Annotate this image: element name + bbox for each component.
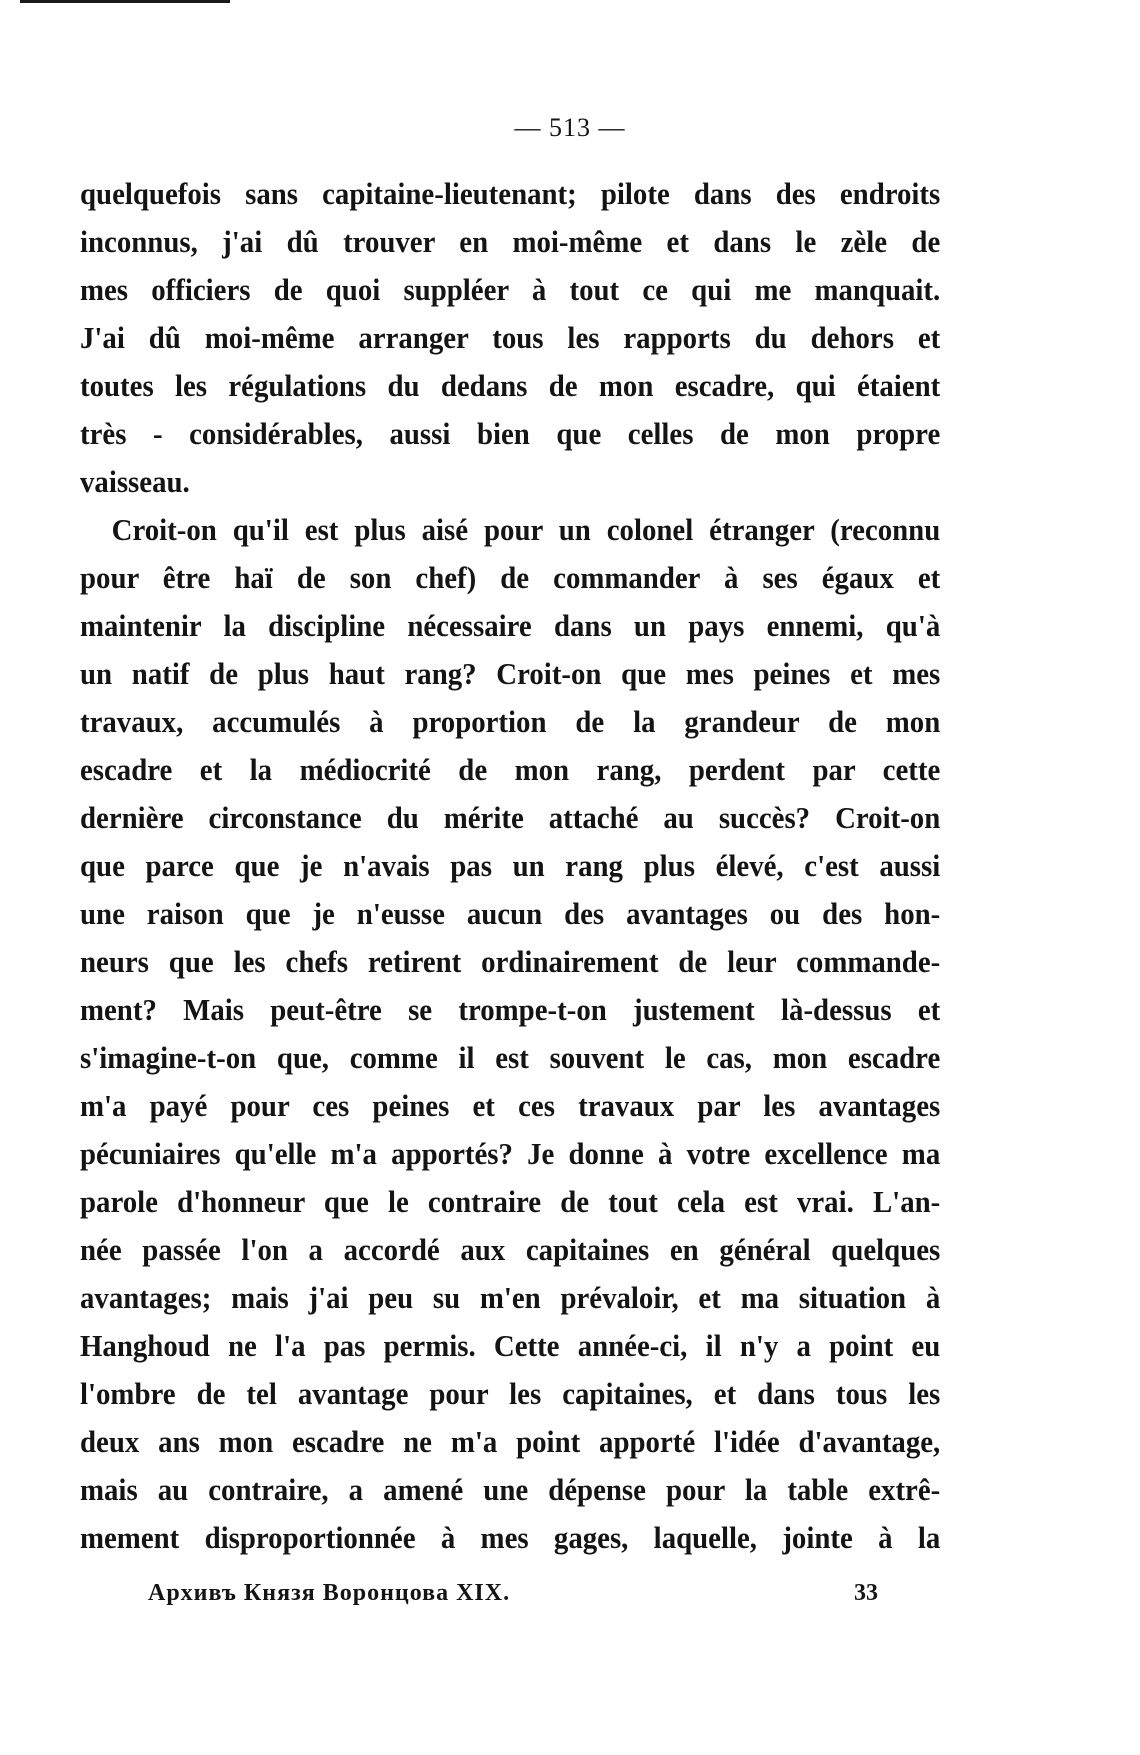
body-text (80, 170, 940, 1562)
text-line: pour être haï de son chef) de commander à ses égaux et (80, 560, 941, 595)
signature-mark: 33 (854, 1580, 878, 1606)
paragraph-start-line: Croit-on qu'il est plus aisé pour un colonel étranger (reconnu (111, 512, 941, 547)
text-line: toutes les régulations du dedans de mon escadre, qui étaient (80, 368, 941, 403)
text-line: mais au contraire, a amené une dépense pour la table extrê- (80, 1472, 941, 1507)
text-line: travaux, accumulés à proportion de la grandeur de mon (80, 704, 941, 739)
text-line: s'imagine-t-on que, comme il est souvent le cas, mon escadre (80, 1040, 941, 1075)
text-line: neurs que les chefs retirent ordinairement de leur commande- (80, 944, 941, 979)
text-line: une raison que je n'eusse aucun des avantages ou des hon- (80, 896, 941, 931)
text-line: escadre et la médiocrité de mon rang, perdent par cette (80, 752, 941, 787)
text-line: mes officiers de quoi suppléer à tout ce qui me manquait. (80, 272, 941, 307)
text-line: ment? Mais peut-être se trompe-t-on justement là-dessus et (80, 992, 941, 1027)
text-line: J'ai dû moi-même arranger tous les rapports du dehors et (80, 320, 941, 355)
text-line: dernière circonstance du mérite attaché au succès? Croit-on (80, 800, 941, 835)
text-line: un natif de plus haut rang? Croit-on que mes peines et mes (80, 656, 941, 691)
text-line: parole d'honneur que le contraire de tout cela est vrai. L'an- (80, 1184, 941, 1219)
page-footer (148, 1580, 878, 1614)
text-line: l'ombre de tel avantage pour les capitaines, et dans tous les (80, 1376, 941, 1411)
top-rule (20, 0, 230, 3)
text-line: quelquefois sans capitaine-lieutenant; pilote dans des endroits (80, 176, 941, 211)
text-line: que parce que je n'avais pas un rang plus élevé, c'est aussi (80, 848, 941, 883)
text-line: née passée l'on a accordé aux capitaines en général quelques (80, 1232, 941, 1267)
text-line: inconnus, j'ai dû trouver en moi-même et dans le zèle de (80, 224, 941, 259)
text-line: avantages; mais j'ai peu su m'en prévaloir, et ma situation à (80, 1280, 941, 1315)
text-line: deux ans mon escadre ne m'a point apporté l'idée d'avantage, (80, 1424, 941, 1459)
text-line: mement disproportionnée à mes gages, laquelle, jointe à la (80, 1520, 941, 1555)
text-line: Hanghoud ne l'a pas permis. Cette année-ci, il n'y a point eu (80, 1328, 941, 1363)
text-line: très - considérables, aussi bien que celles de mon propre (80, 416, 941, 451)
page-number: — 513 — (514, 113, 626, 142)
text-line: m'a payé pour ces peines et ces travaux par les avantages (80, 1088, 941, 1123)
text-line: vaisseau. (80, 464, 190, 499)
text-line: maintenir la discipline nécessaire dans un pays ennemi, qu'à (80, 608, 941, 643)
text-line: pécuniaires qu'elle m'a apportés? Je donne à votre excellence ma (80, 1136, 941, 1171)
footer-title: Архивъ Князя Воронцова XIX. (148, 1580, 511, 1606)
